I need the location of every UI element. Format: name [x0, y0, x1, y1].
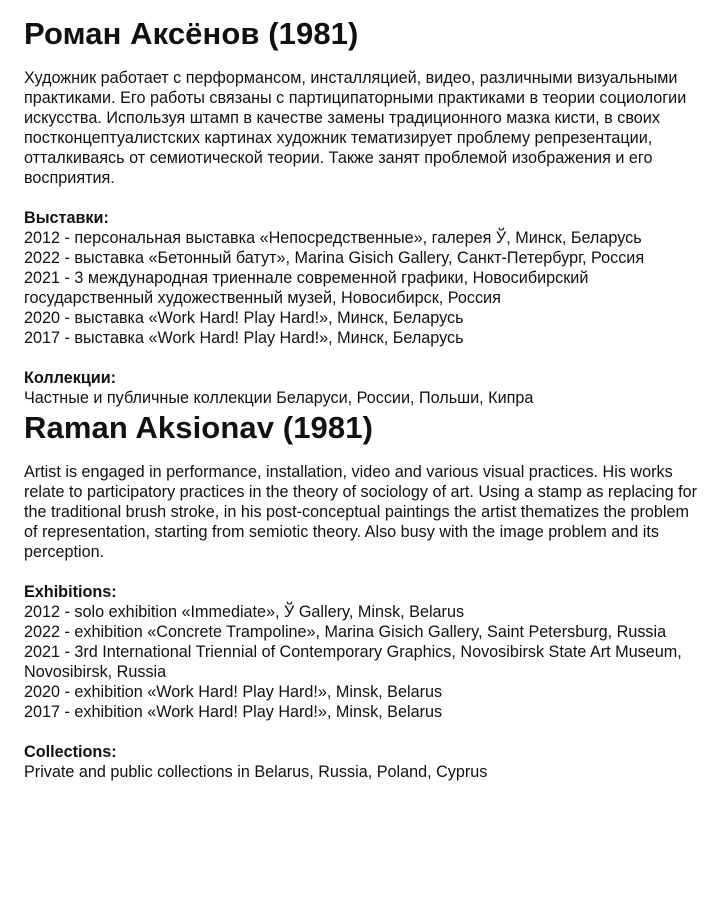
spacer: [24, 188, 699, 208]
bio-en: Artist is engaged in performance, installation, video and various visual practices. His works relate to participatory practices in the theory of sociology of art. Using a stamp as replacing for the traditional brush stroke, in his post-conceptual paintings the artist thematizes the problem of representation, starting from semiotic theory. Also busy with the image problem and its perception.: [24, 463, 698, 561]
list-item: 2017 - выставка «Work Hard! Play Hard!», Минск, Беларусь: [24, 329, 464, 347]
spacer: [24, 722, 699, 742]
page-title-ru: Роман Аксёнов (1981): [24, 16, 359, 51]
collections-label-en: Collections:: [24, 743, 117, 761]
list-item: 2020 - exhibition «Work Hard! Play Hard!», Minsk, Belarus: [24, 683, 443, 701]
list-item: 2012 - персональная выставка «Непосредственные», галерея Ў, Минск, Беларусь: [24, 229, 642, 247]
section-russian: [24, 14, 699, 408]
collections-label-ru: Коллекции:: [24, 369, 117, 387]
exhibitions-label-ru: Выставки:: [24, 209, 109, 227]
list-item: 2021 - 3rd International Triennial of Contemporary Graphics, Novosibirsk State Art Museum, Novosibirsk, Russia: [24, 643, 682, 681]
exhibitions-list-ru: [24, 228, 699, 348]
list-item: 2022 - exhibition «Concrete Trampoline», Marina Gisich Gallery, Saint Petersburg, Russia: [24, 623, 667, 641]
collections-text-ru: Частные и публичные коллекции Беларуси, России, Польши, Кипра: [24, 389, 534, 407]
exhibitions-label-en: Exhibitions:: [24, 583, 117, 601]
list-item: 2022 - выставка «Бетонный батут», Marina Gisich Gallery, Санкт-Петербург, Россия: [24, 249, 645, 267]
page-title-en: Raman Aksionav (1981): [24, 410, 373, 445]
spacer: [24, 348, 699, 368]
list-item: 2012 - solo exhibition «Immediate», Ў Gallery, Minsk, Belarus: [24, 603, 465, 621]
exhibitions-list-en: [24, 602, 699, 722]
bio-ru: Художник работает с перформансом, инсталляцией, видео, различными визуальными практиками. Его работы связаны с партиципаторными практиками в теории социологии искусства. Используя штамп в качестве замены традиционного мазка кисти, в своих постконцептуалистских картинах художник тематизирует проблему репрезентации, отталкиваясь от семиотической теории. Также занят проблемой изображения и его восприятия.: [24, 69, 687, 187]
spacer: [24, 562, 699, 582]
collections-text-en: Private and public collections in Belarus, Russia, Poland, Cyprus: [24, 763, 488, 781]
list-item: 2017 - exhibition «Work Hard! Play Hard!», Minsk, Belarus: [24, 703, 443, 721]
list-item: 2021 - 3 международная триеннале современной графики, Новосибирский государственный художественный музей, Новосибирск, Россия: [24, 269, 589, 307]
section-english: [24, 408, 699, 782]
list-item: 2020 - выставка «Work Hard! Play Hard!», Минск, Беларусь: [24, 309, 464, 327]
